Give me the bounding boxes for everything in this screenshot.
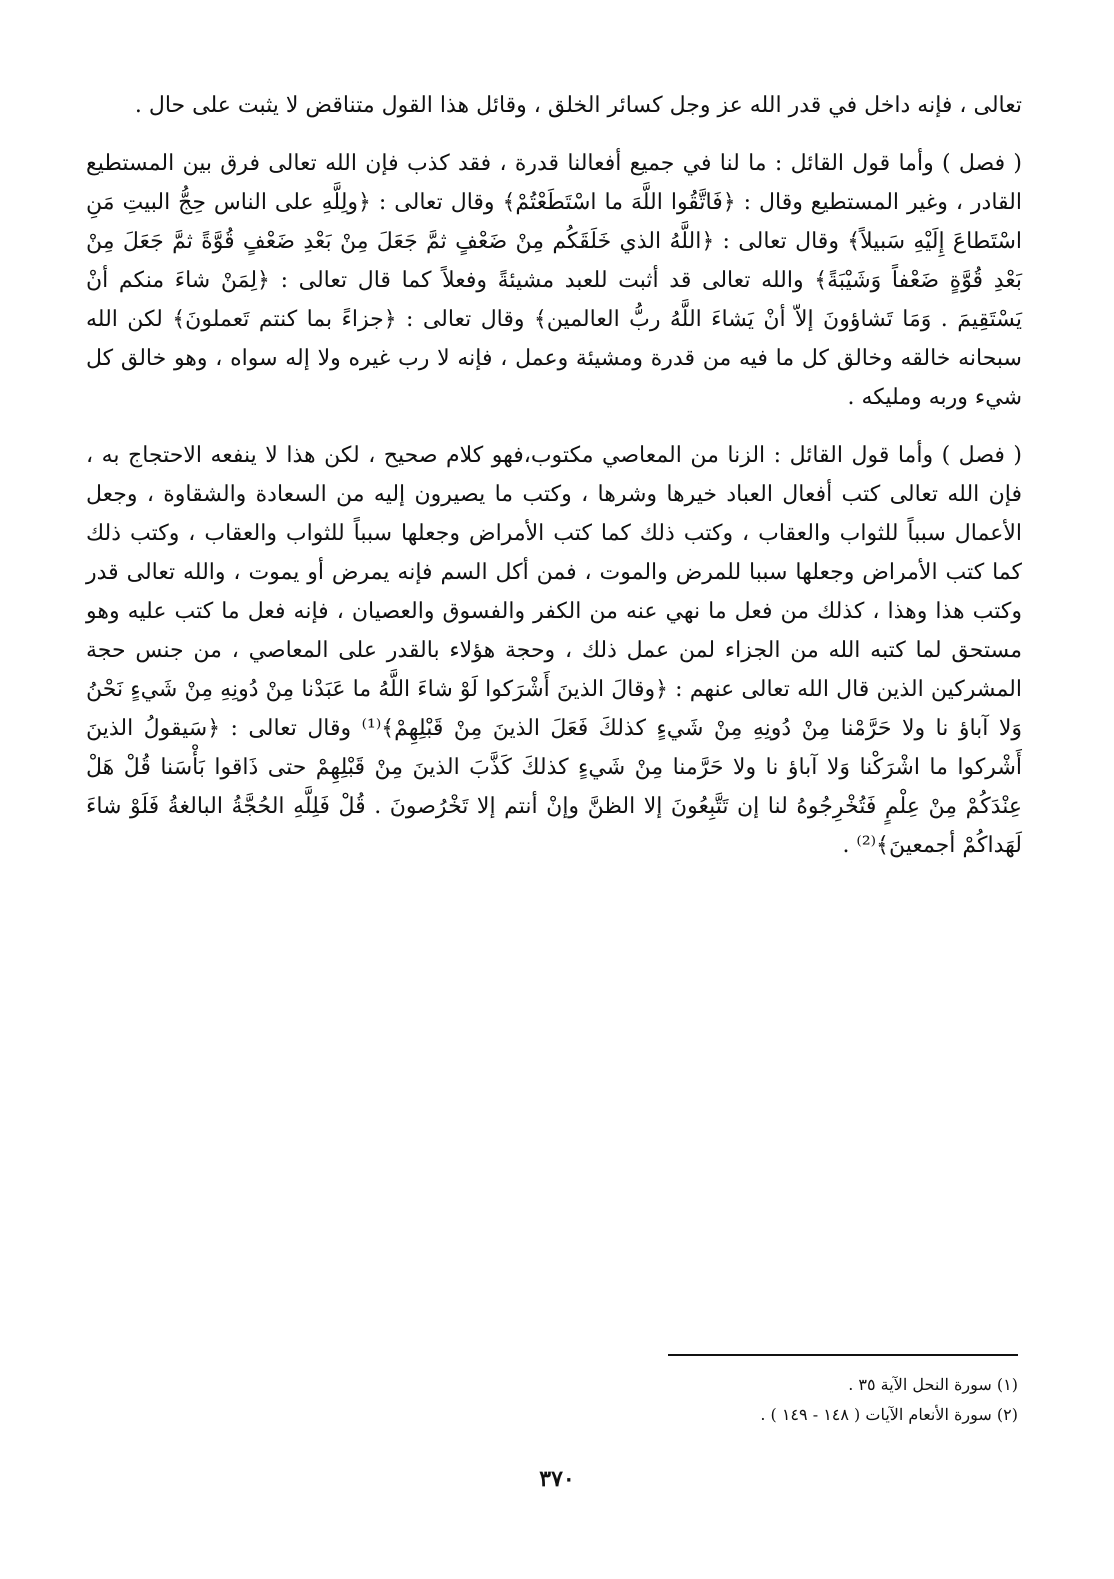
footnotes xyxy=(418,1370,1018,1430)
footnote-2: (٢) سورة الأنعام الآيات ( ١٤٨ - ١٤٩ ) . xyxy=(760,1405,1018,1424)
page-number: ٣٧٠ xyxy=(539,1466,575,1492)
paragraph-fasl-qudra: ( فصل ) وأما قول القائل : ما لنا في جميع أفعالنا قدرة ، فقد كذب فإن الله تعالى فرق بين المستطيع القادر ، وغير المستطيع وقال : ﴿فَاتَّقُوا اللَّهَ ما اسْتَطَعْتُمْ﴾ وقال تعالى : ﴿ولِلَّهِ على الناس حِجُّ البيتِ مَنِ اسْتَطاعَ إِلَيْهِ سَبيلاً﴾ وقال تعالى : ﴿اللَّهُ الذي خَلَقَكُم مِنْ ضَعْفٍ ثمَّ جَعَلَ مِنْ بَعْدِ ضَعْفٍ قُوَّةً ثمَّ جَعَلَ مِنْ بَعْدِ قُوَّةٍ ضَعْفاً وَشَيْبَةً﴾ والله تعالى قد أثبت للعبد مشيئةً وفعلاً كما قال تعالى : ﴿لِمَنْ شاءَ منكم أنْ يَسْتَقِيمَ . وَمَا تَشاؤونَ إلاّ أنْ يَشاءَ اللَّهُ ربُّ العالمين﴾ وقال تعالى : ﴿جزاءً بما كنتم تَعملونَ﴾ لكن الله سبحانه خالقه وخالق كل ما فيه من قدرة ومشيئة وعمل ، فإنه لا رب غيره ولا إله سواه ، وهو خالق كل شيء وربه ومليكه . xyxy=(86,151,1022,410)
footnote-1: (١) سورة النحل الآية ٣٥ . xyxy=(848,1375,1018,1394)
paragraph-continuation: تعالى ، فإنه داخل في قدر الله عز وجل كسائر الخلق ، وقائل هذا القول متناقض لا يثبت على حال . xyxy=(134,93,1022,118)
body-text xyxy=(86,86,1022,884)
paragraph-fasl-zina: ( فصل ) وأما قول القائل : الزنا من المعاصي مكتوب،فهو كلام صحيح ، لكن هذا لا ينفعه الاحتجاج به ، فإن الله تعالى كتب أفعال العباد خيرها وشرها ، وكتب ما يصيرون إليه من السعادة والشقاوة ، وجعل الأعمال سبباً للثواب والعقاب ، وكتب ذلك كما كتب الأمراض وجعلها سبباً للثواب والعقاب ، وكتب ذلك كما كتب الأمراض وجعلها سببا للمرض والموت ، فمن أكل السم فإنه يمرض أو يموت ، والله تعالى قدر وكتب هذا وهذا ، كذلك من فعل ما نهي عنه من الكفر والفسوق والعصيان ، فإنه فعل ما كتب عليه وهو مستحق لما كتبه الله من الجزاء لمن عمل ذلك ، وحجة هؤلاء بالقدر على المعاصي ، من جنس حجة المشركين الذين قال الله تعالى عنهم : ﴿وقالَ الذينَ أَشْرَكوا لَوْ شاءَ اللَّهُ ما عَبَدْنا مِنْ دُونِهِ مِنْ شَيءٍ نَحْنُ وَلا آباؤ نا ولا حَرَّمْنا مِنْ دُونِهِ مِنْ شَيءٍ كذلكَ فَعَلَ الذينَ مِنْ قَبْلِهِمْ﴾⁽¹⁾ وقال تعالى : ﴿سَيقولُ الذينَ أَشْركوا ما اشْرَكْنا وَلا آباؤ نا ولا حَرَّمنا مِنْ شَيءٍ كذلكَ كَذَّبَ الذينَ مِنْ قَبْلِهِمْ حتى ذَاقوا بَأْسَنا قُلْ هَلْ عِنْدَكُمْ مِنْ عِلْمٍ فَتُخْرِجُوهُ لنا إن تَتَّبِعُونَ إلا الظنَّ وإنْ أنتم إلا تَخْرُصونَ . قُلْ فَلِلَّهِ الحُجَّةُ البالغةُ فَلَوْ شاءَ لَهَداكُمْ أجمعينَ﴾⁽²⁾ . xyxy=(86,443,1022,858)
footnote-divider xyxy=(668,1354,1018,1356)
